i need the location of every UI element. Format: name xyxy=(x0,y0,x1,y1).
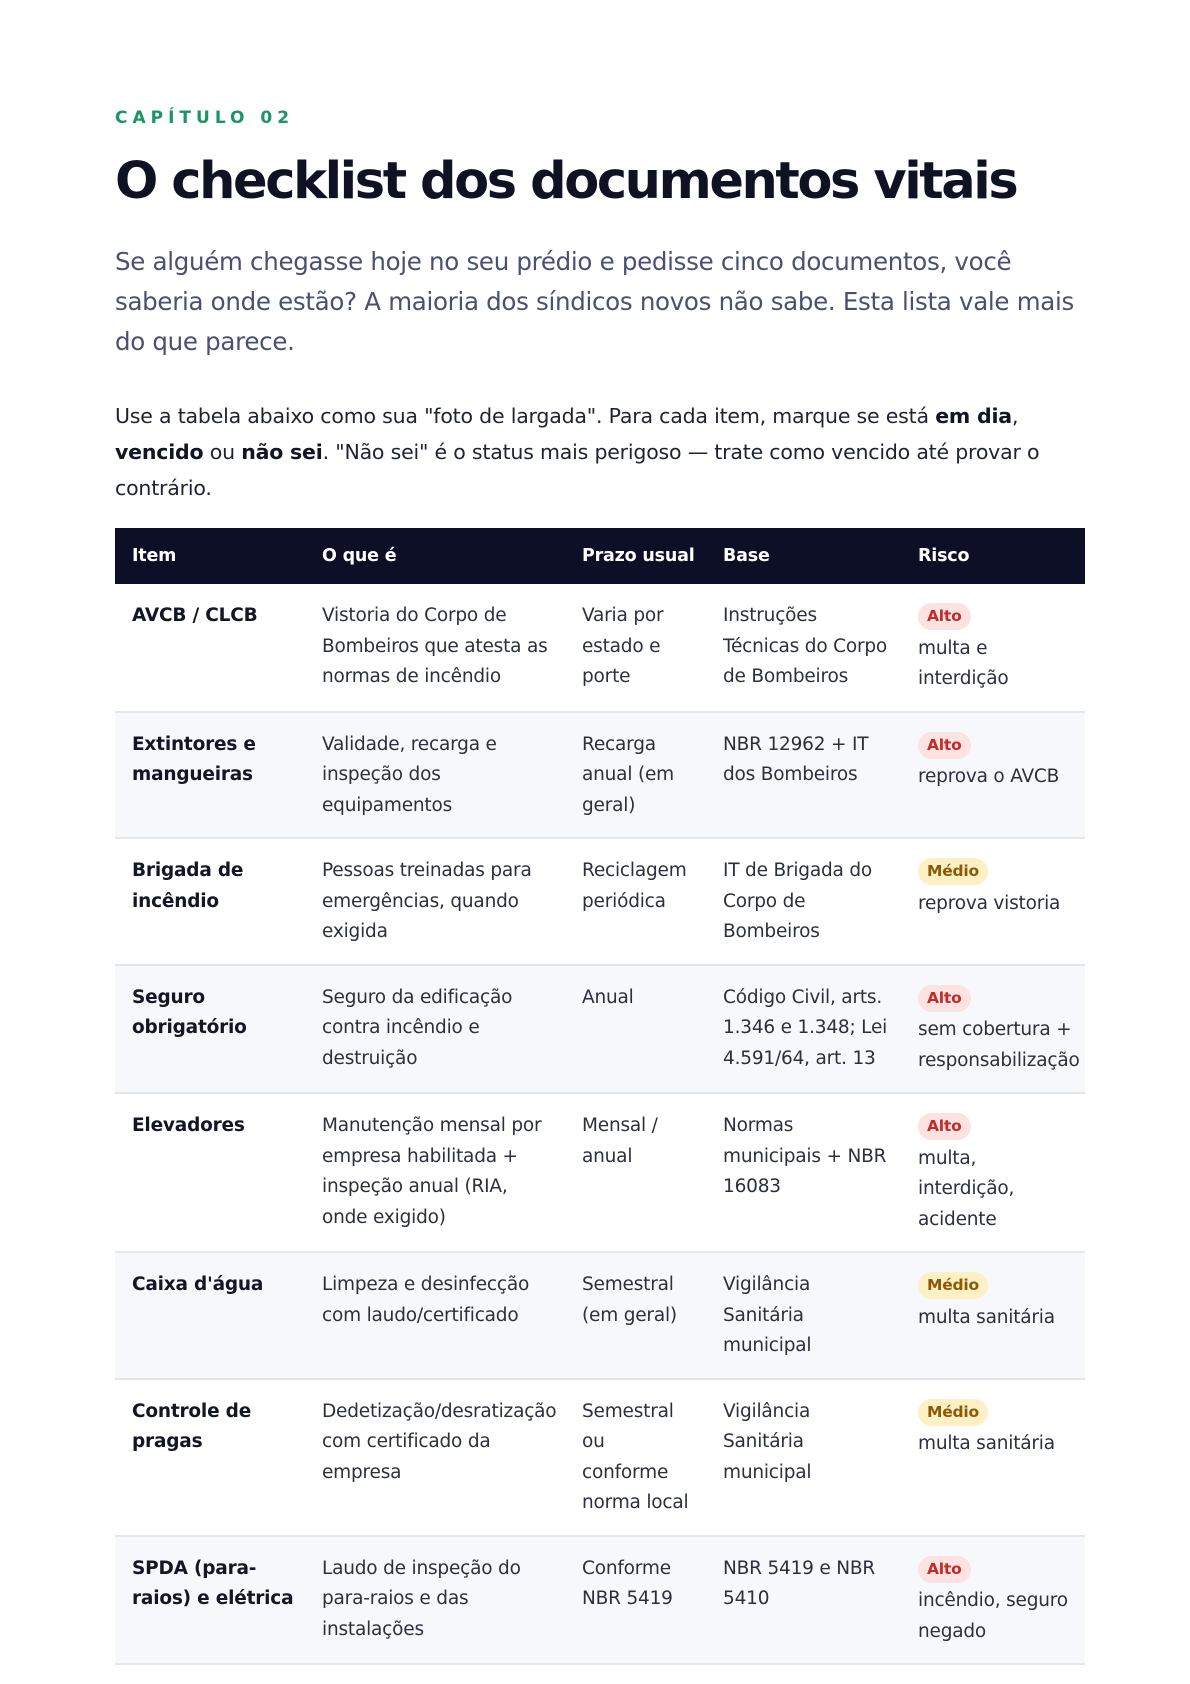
page-title: O checklist dos documentos vitais xyxy=(115,152,1017,211)
checklist-table xyxy=(115,528,1085,1665)
risk-description: reprova vistoria xyxy=(918,892,1061,914)
lead-paragraph: Se alguém chegasse hoje no seu prédio e pedisse cinco documentos, você saberia onde estão? A maioria dos síndicos novos não sabe. Esta lista vale mais do que parece. xyxy=(115,247,1074,356)
item-cell: Controle de pragas xyxy=(115,1379,305,1536)
intro-text: ou xyxy=(203,440,242,464)
table-row xyxy=(115,1093,1085,1252)
risk-badge: Alto xyxy=(918,1556,971,1583)
deadline-cell: Anual xyxy=(565,965,706,1094)
table-row xyxy=(115,1252,1085,1379)
item-cell: Seguro obrigatório xyxy=(115,965,305,1094)
risk-description: multa e interdição xyxy=(918,637,1009,689)
basis-cell: IT de Brigada do Corpo de Bombeiros xyxy=(706,838,901,965)
column-header-risk: Risco xyxy=(901,528,1085,584)
what-cell: Limpeza e desinfecção com laudo/certificado xyxy=(305,1252,565,1379)
risk-cell xyxy=(901,965,1085,1094)
chapter-eyebrow: CAPÍTULO 02 xyxy=(115,108,295,128)
risk-description: sem cobertura + responsabilização xyxy=(918,1019,1080,1071)
what-cell: Manutenção mensal por empresa habilitada + inspeção anual (RIA, onde exigido) xyxy=(305,1093,565,1252)
column-header-what: O que é xyxy=(305,528,565,584)
risk-badge: Alto xyxy=(918,985,971,1012)
risk-badge: Alto xyxy=(918,1113,971,1140)
what-cell: Dedetização/desratização com certificado da empresa xyxy=(305,1379,565,1536)
status-nao-sei: não sei xyxy=(241,440,323,464)
risk-cell xyxy=(901,712,1085,839)
column-header-deadline: Prazo usual xyxy=(565,528,706,584)
risk-cell xyxy=(901,1093,1085,1252)
intro-paragraph xyxy=(115,398,1075,506)
intro-text: . "Não sei" é o status mais perigoso — trate como vencido até provar o contrário. xyxy=(115,440,1040,500)
column-header-basis: Base xyxy=(706,528,901,584)
risk-badge: Alto xyxy=(918,603,971,630)
table-row xyxy=(115,712,1085,839)
what-cell: Pessoas treinadas para emergências, quando exigida xyxy=(305,838,565,965)
table-row xyxy=(115,965,1085,1094)
risk-badge: Médio xyxy=(918,858,988,885)
item-cell: Caixa d'água xyxy=(115,1252,305,1379)
item-cell: Extintores e mangueiras xyxy=(115,712,305,839)
item-cell: SPDA (para-raios) e elétrica xyxy=(115,1536,305,1665)
basis-cell: Normas municipais + NBR 16083 xyxy=(706,1093,901,1252)
deadline-cell: Reciclagem periódica xyxy=(565,838,706,965)
table-row xyxy=(115,838,1085,965)
risk-cell xyxy=(901,584,1085,712)
deadline-cell: Semestral (em geral) xyxy=(565,1252,706,1379)
item-cell: Brigada de incêndio xyxy=(115,838,305,965)
risk-description: multa sanitária xyxy=(918,1433,1055,1454)
basis-cell: Instruções Técnicas do Corpo de Bombeiros xyxy=(706,584,901,712)
risk-description: multa, interdição, acidente xyxy=(918,1147,1015,1230)
status-vencido: vencido xyxy=(115,440,204,464)
risk-cell xyxy=(901,838,1085,965)
deadline-cell: Varia por estado e porte xyxy=(565,584,706,712)
column-header-item: Item xyxy=(115,528,305,584)
risk-badge: Médio xyxy=(918,1399,988,1426)
table-row xyxy=(115,1379,1085,1536)
deadline-cell: Semestral ou conforme norma local xyxy=(565,1379,706,1536)
risk-description: reprova o AVCB xyxy=(918,766,1060,787)
what-cell: Seguro da edificação contra incêndio e destruição xyxy=(305,965,565,1094)
deadline-cell: Conforme NBR 5419 xyxy=(565,1536,706,1665)
what-cell: Vistoria do Corpo de Bombeiros que atesta as normas de incêndio xyxy=(305,584,565,712)
basis-cell: Vigilância Sanitária municipal xyxy=(706,1252,901,1379)
item-cell: Elevadores xyxy=(115,1093,305,1252)
table-row xyxy=(115,584,1085,712)
what-cell: Laudo de inspeção do para-raios e das instalações xyxy=(305,1536,565,1665)
basis-cell: NBR 5419 e NBR 5410 xyxy=(706,1536,901,1665)
table-row xyxy=(115,1536,1085,1665)
risk-cell xyxy=(901,1536,1085,1665)
deadline-cell: Recarga anual (em geral) xyxy=(565,712,706,839)
item-cell: AVCB / CLCB xyxy=(115,584,305,712)
deadline-cell: Mensal / anual xyxy=(565,1093,706,1252)
risk-badge: Médio xyxy=(918,1272,988,1299)
basis-cell: Código Civil, arts. 1.346 e 1.348; Lei 4.591/64, art. 13 xyxy=(706,965,901,1094)
risk-description: incêndio, seguro negado xyxy=(918,1590,1068,1642)
status-em-dia: em dia xyxy=(935,404,1012,428)
table-header-row xyxy=(115,528,1085,584)
risk-badge: Alto xyxy=(918,732,971,759)
intro-text: , xyxy=(1011,404,1019,428)
intro-text: Use a tabela abaixo como sua "foto de largada". Para cada item, marque se está xyxy=(115,404,936,428)
basis-cell: NBR 12962 + IT dos Bombeiros xyxy=(706,712,901,839)
what-cell: Validade, recarga e inspeção dos equipamentos xyxy=(305,712,565,839)
risk-description: multa sanitária xyxy=(918,1306,1055,1328)
risk-cell xyxy=(901,1379,1085,1536)
basis-cell: Vigilância Sanitária municipal xyxy=(706,1379,901,1536)
risk-cell xyxy=(901,1252,1085,1379)
